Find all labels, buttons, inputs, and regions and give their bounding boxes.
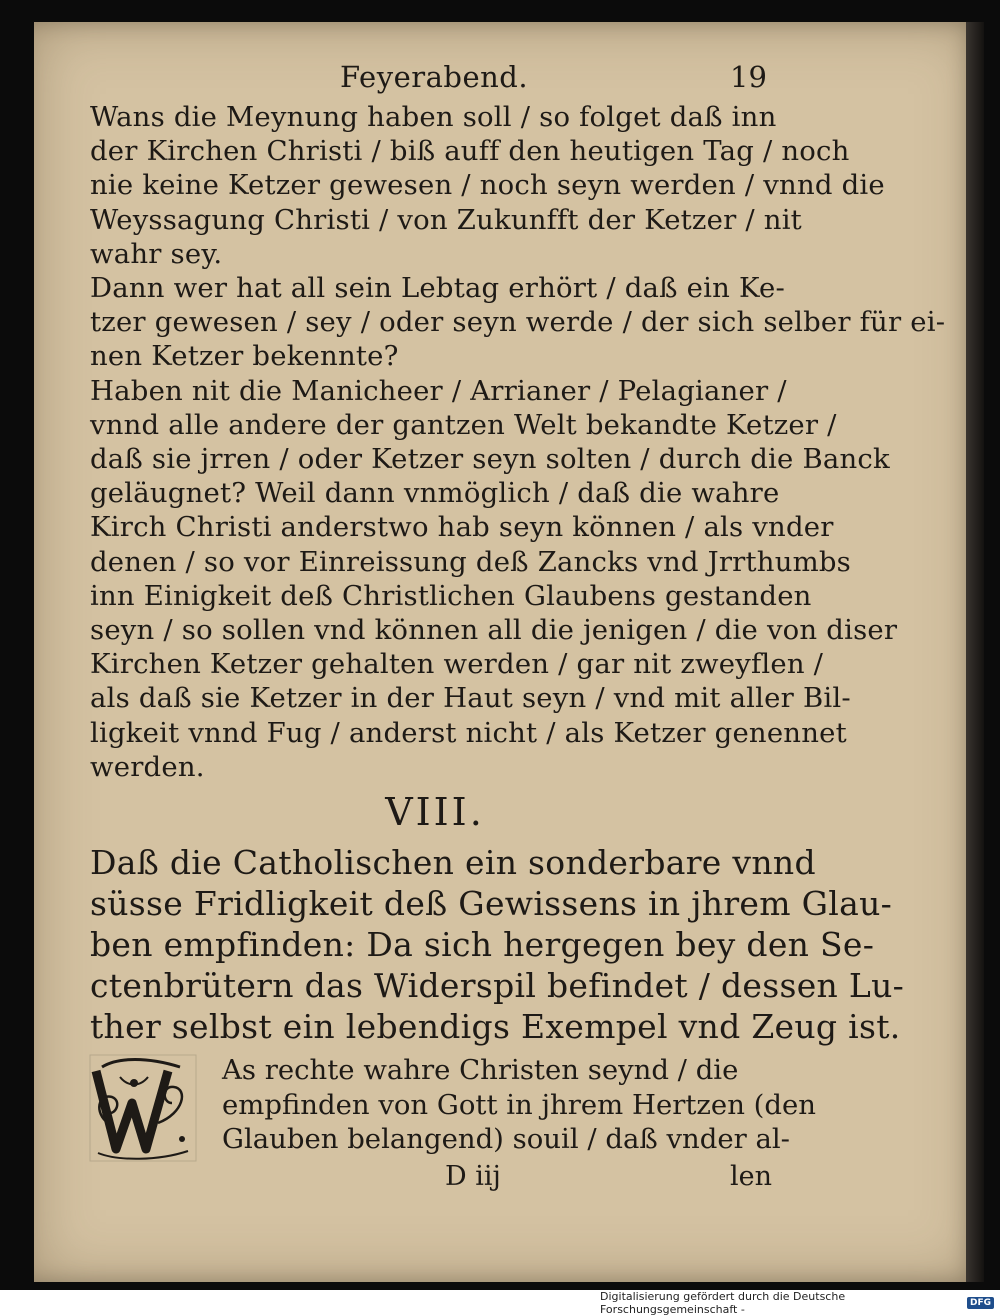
digitization-credit [600, 1289, 1000, 1316]
text-line: ligkeit vnnd Fug / anderst nicht / als Ketzer genennet [90, 716, 847, 749]
running-head: Feyerabend. [340, 60, 529, 94]
text-line: Kirch Christi anderstwo hab seyn können / als vnder [90, 511, 834, 544]
heading-line: ctenbrütern das Widerspil befindet / dessen Lu- [90, 966, 905, 1006]
text-line: inn Einigkeit deß Christlichen Glaubens gestanden [90, 579, 812, 612]
text-line: nie keine Ketzer gewesen / noch seyn werden / vnnd die [90, 169, 885, 202]
page-edge-shadow [966, 22, 984, 1282]
text-line: als daß sie Ketzer in der Haut seyn / vnd mit aller Bil- [90, 682, 851, 715]
text-line: nen Ketzer bekennte? [90, 340, 399, 373]
heading-line: ther selbst ein lebendigs Exempel vnd Zeug ist. [90, 1007, 901, 1047]
credit-text: Digitalisierung gefördert durch die Deutsche Forschungsgemeinschaft - [600, 1289, 846, 1316]
text-line: Wans die Meynung haben soll / so folget daß inn [90, 101, 777, 133]
page-footer [90, 1157, 780, 1193]
heading-line: ben empfinden: Da sich hergegen bey den Se- [90, 925, 875, 965]
section-number: VIII. [385, 790, 485, 835]
text-line: As rechte wahre Christen seynd / die [222, 1054, 739, 1087]
decorated-initial-w-icon [88, 1053, 198, 1163]
text-line: tzer gewesen / sey / oder seyn werde / der sich selber für ei- [90, 306, 946, 339]
text-line: Kirchen Ketzer gehalten werden / gar nit zweyflen / [90, 648, 824, 681]
dropcap-lines [222, 1053, 816, 1157]
text-line: vnnd alle andere der gantzen Welt bekandte Ketzer / [90, 408, 837, 441]
text-line: wahr sey. [90, 237, 223, 270]
text-line: daß sie jrren / oder Ketzer seyn solten / durch die Banck [90, 443, 890, 476]
text-line: Dann wer hat all sein Lebtag erhört / daß ein Ke- [90, 272, 785, 305]
catchword: len [730, 1160, 773, 1192]
signature-mark: D iij [445, 1160, 501, 1192]
heading-line: süsse Fridligkeit deß Gewissens in jhrem Glau- [90, 884, 893, 924]
text-line: Weyssagung Christi / von Zukunfft der Ketzer / nit [90, 203, 802, 236]
page-text-block [90, 60, 946, 1193]
text-line: empfinden von Gott in jhrem Hertzen (den [222, 1088, 816, 1121]
heading-line: Daß die Catholischen ein sonderbare vnnd [90, 843, 816, 883]
section-heading [90, 842, 905, 1047]
text-line: geläugnet? Weil dann vnmöglich / daß die wahre [90, 477, 780, 510]
text-line: Haben nit die Manicheer / Arrianer / Pelagianer / [90, 374, 787, 407]
page-header [90, 60, 780, 100]
text-line: der Kirchen Christi / biß auff den heutigen Tag / noch [90, 135, 850, 168]
body-paragraphs [90, 100, 946, 784]
text-line: seyn / so sollen vnd können all die jenigen / die von diser [90, 614, 898, 647]
text-line: werden. [90, 750, 205, 783]
page-number: 19 [730, 60, 767, 94]
dfg-logo-icon: DFG [967, 1297, 994, 1309]
text-line: Glauben belangend) souil / daß vnder al- [222, 1123, 790, 1156]
dropcap-paragraph [90, 1053, 816, 1157]
text-line: denen / so vor Einreissung deß Zancks vnd Jrrthumbs [90, 545, 851, 578]
